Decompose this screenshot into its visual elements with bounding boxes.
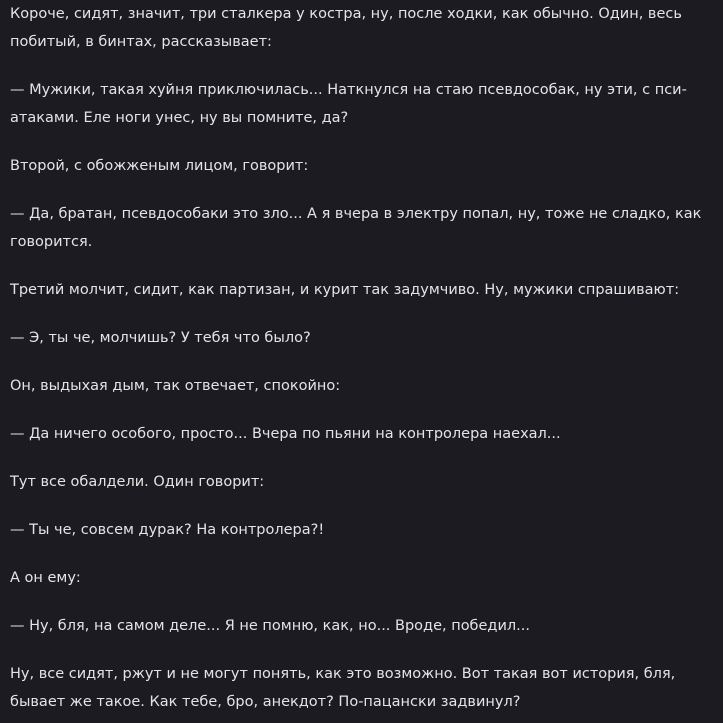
message-paragraph: — Мужики, такая хуйня приключилась... Наткнулся на стаю псевдособак, ну эти, с пси-атаками. Еле ноги унес, ну вы помните, да? <box>10 82 687 126</box>
message-paragraph: Короче, сидят, значит, три сталкера у костра, ну, после ходки, как обычно. Один, весь побитый, в бинтах, рассказывает: <box>10 6 687 50</box>
message-paragraph: Он, выдыхая дым, так отвечает, спокойно: <box>10 378 341 394</box>
message-paragraph: Второй, с обожженым лицом, говорит: <box>10 158 309 174</box>
message-paragraph: А он ему: <box>10 570 81 586</box>
message-paragraph: — Да ничего особого, просто... Вчера по пьяни на контролера наехал... <box>10 426 561 442</box>
message-paragraph: — Да, братан, псевдособаки это зло... А я вчера в электру попал, ну, тоже не сладко, как говорится. <box>10 206 706 250</box>
message-paragraph: Ну, все сидят, ржут и не могут понять, как это возможно. Вот такая вот история, бля, бывает же такое. Как тебе, бро, анекдот? По-пацански задвинул? <box>10 666 680 710</box>
message-paragraph: — Ты че, совсем дурак? На контролера?! <box>10 522 325 538</box>
message-paragraph: Тут все обалдели. Один говорит: <box>10 474 265 490</box>
message-paragraph: Третий молчит, сидит, как партизан, и курит так задумчиво. Ну, мужики спрашивают: <box>10 282 680 298</box>
message-paragraph: — Ну, бля, на самом деле... Я не помню, как, но... Вроде, победил... <box>10 618 530 634</box>
message-paragraph: — Э, ты че, молчишь? У тебя что было? <box>10 330 311 346</box>
